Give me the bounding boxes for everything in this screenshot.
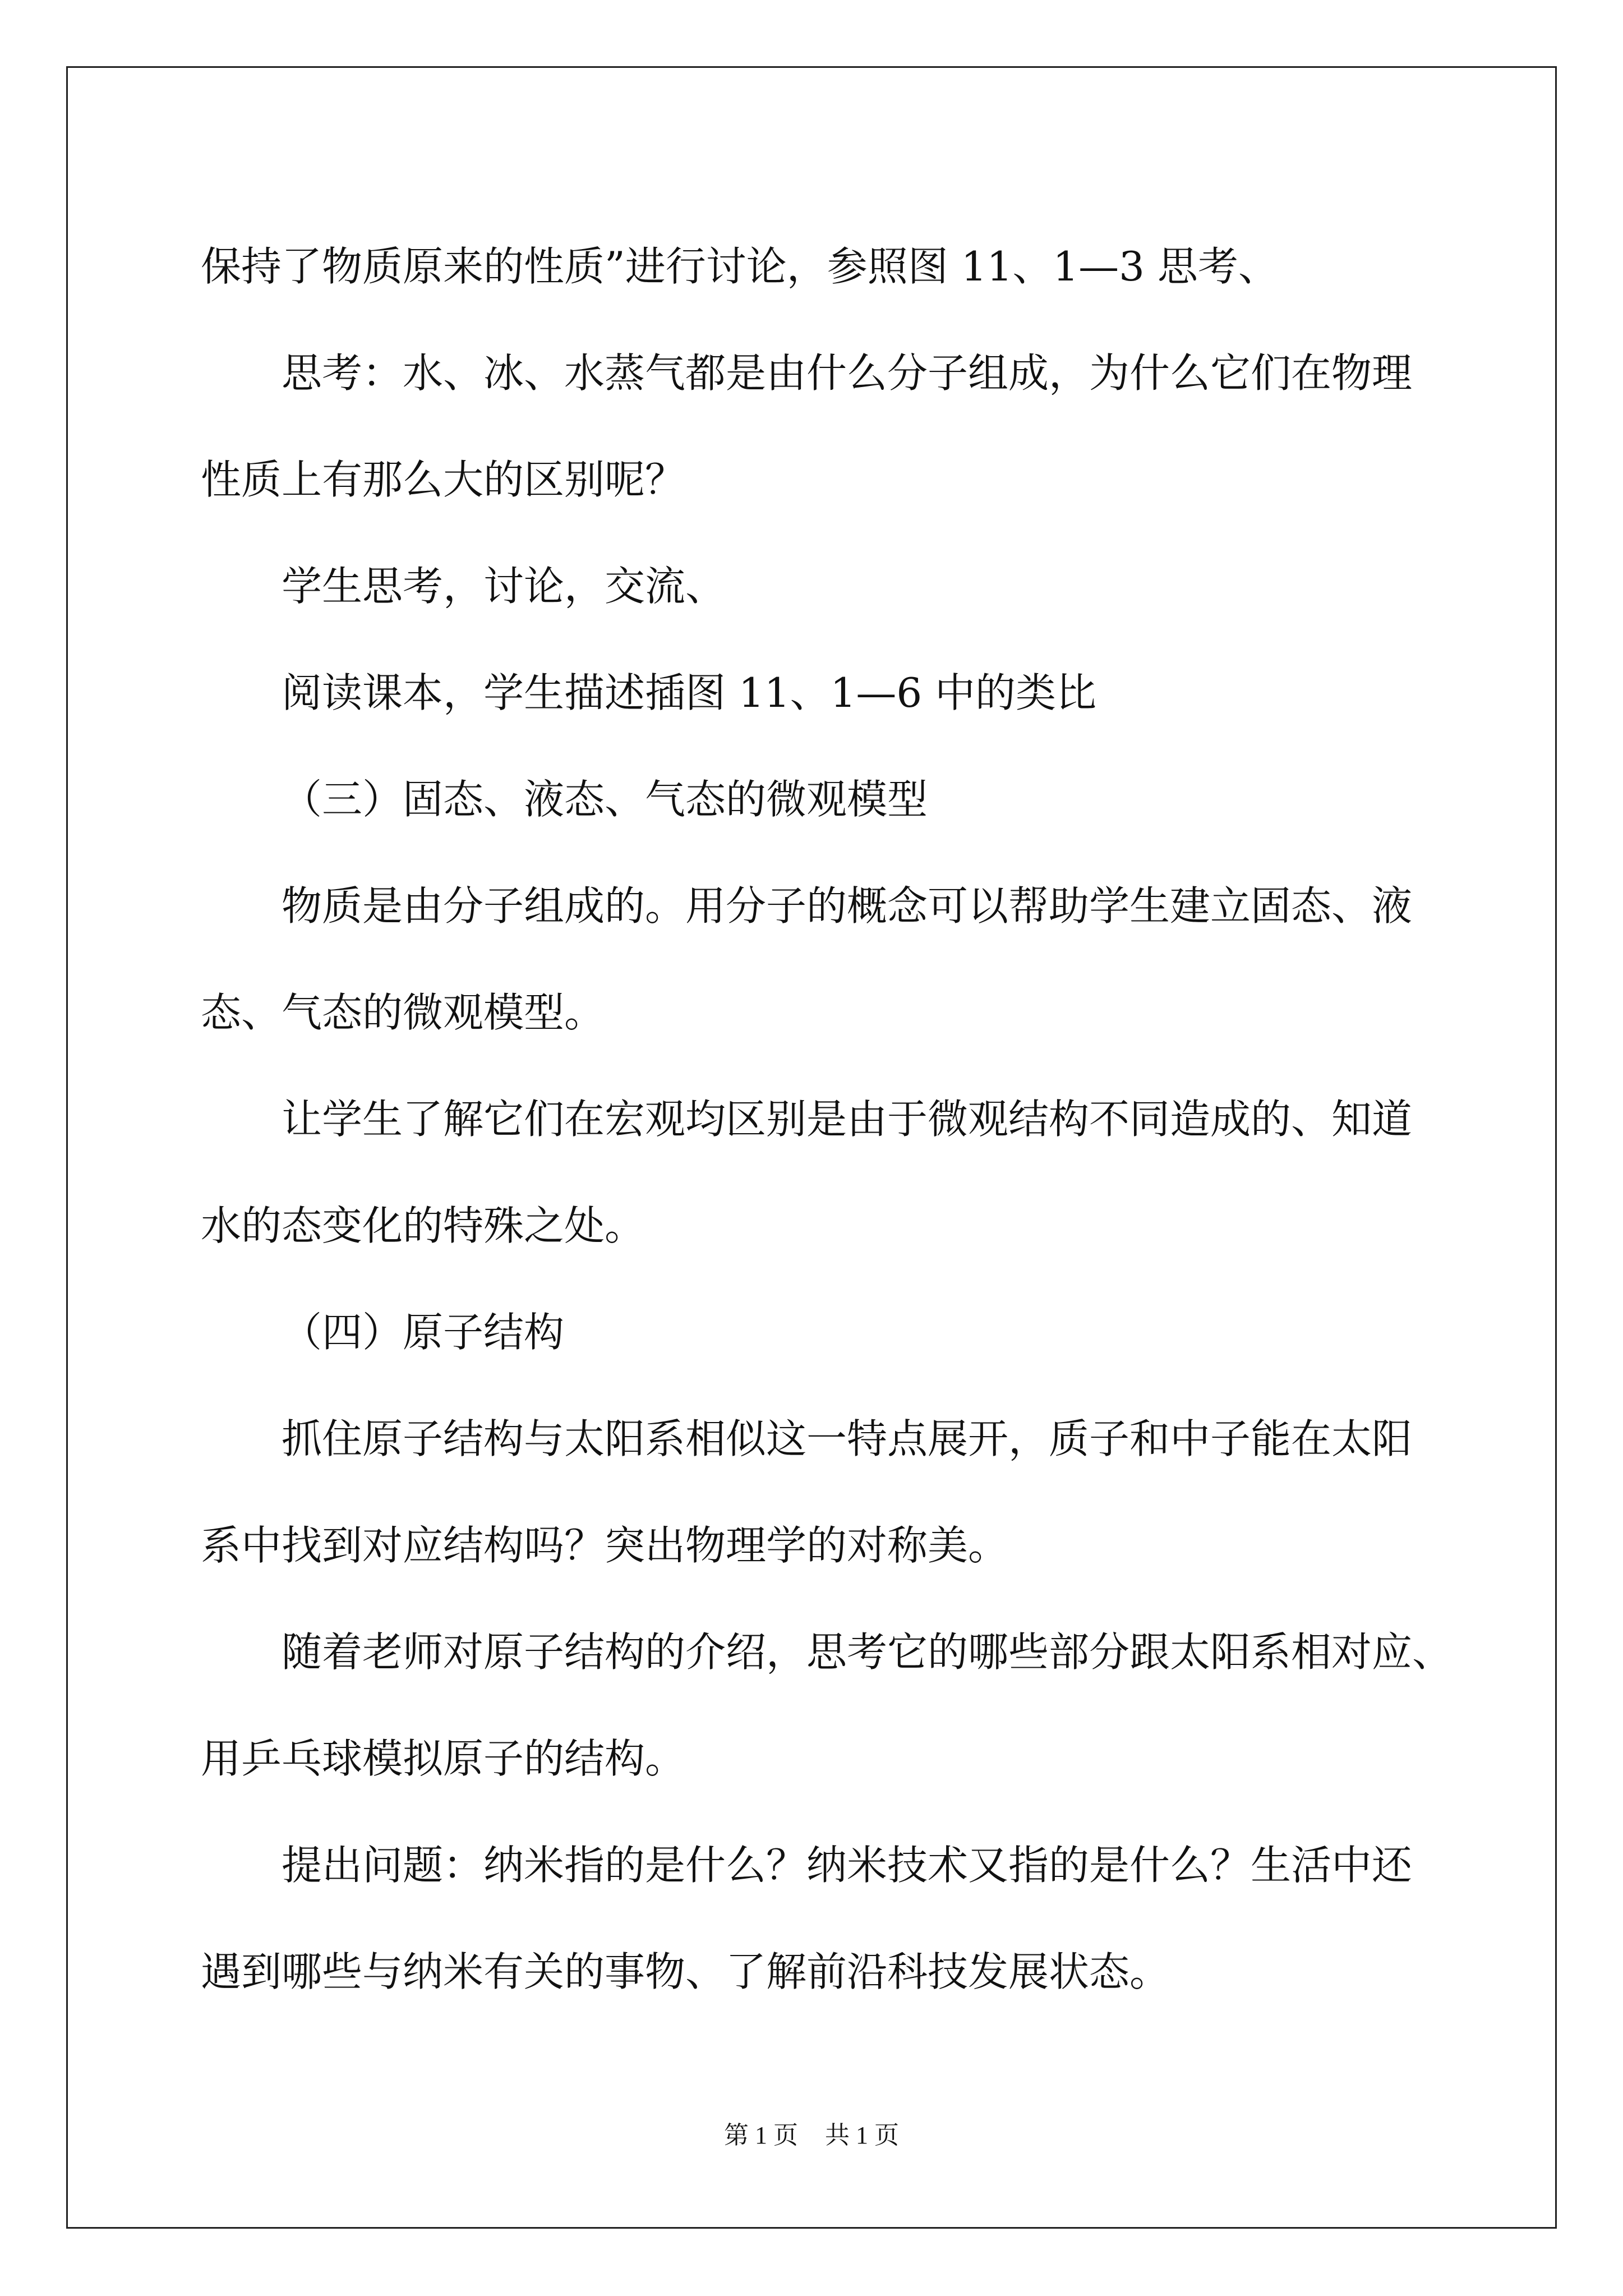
paragraph-line: 阅读课本，学生描述插图 11、1—6 中的类比 [282, 669, 1097, 716]
paragraph-line: 性质上有那么大的区别呢？ [201, 456, 686, 503]
paragraph-line: 物质是由分子组成的。用分子的概念可以帮助学生建立固态、液 [282, 882, 1413, 930]
page-number: 第 1 页 [724, 2122, 798, 2149]
paragraph-line: 让学生了解它们在宏观均区别是由于微观结构不同造成的、知道 [282, 1096, 1413, 1143]
paragraph-line: 提出问题：纳米指的是什么？纳米技术又指的是什么？生活中还 [282, 1842, 1413, 1889]
page-total: 共 1 页 [825, 2122, 899, 2149]
paragraph-line: 思考：水、冰、水蒸气都是由什么分子组成，为什么它们在物理 [282, 349, 1413, 397]
paragraph-line: 水的态变化的特殊之处。 [201, 1202, 645, 1249]
section-heading: （三）固态、液态、气态的微观模型 [282, 776, 928, 823]
section-heading: （四）原子结构 [282, 1309, 565, 1356]
document-body [201, 213, 1453, 2025]
paragraph-line: 抓住原子结构与太阳系相似这一特点展开，质子和中子能在太阳 [282, 1415, 1413, 1462]
page-footer [0, 2115, 1623, 2151]
paragraph-line: 随着老师对原子结构的介绍，思考它的哪些部分跟太阳系相对应、 [282, 1628, 1453, 1676]
paragraph-line: 态、气态的微观模型。 [201, 989, 605, 1036]
paragraph-line: 学生思考，讨论，交流、 [282, 563, 726, 610]
paragraph-line: 遇到哪些与纳米有关的事物、了解前沿科技发展状态。 [201, 1948, 1170, 1995]
paragraph-line: 保持了物质原来的性质”进行讨论，参照图 11、1—3 思考、 [201, 243, 1279, 290]
paragraph-line: 用乒乓球模拟原子的结构。 [201, 1735, 686, 1782]
paragraph-line: 系中找到对应结构吗？突出物理学的对称美。 [201, 1522, 1009, 1569]
